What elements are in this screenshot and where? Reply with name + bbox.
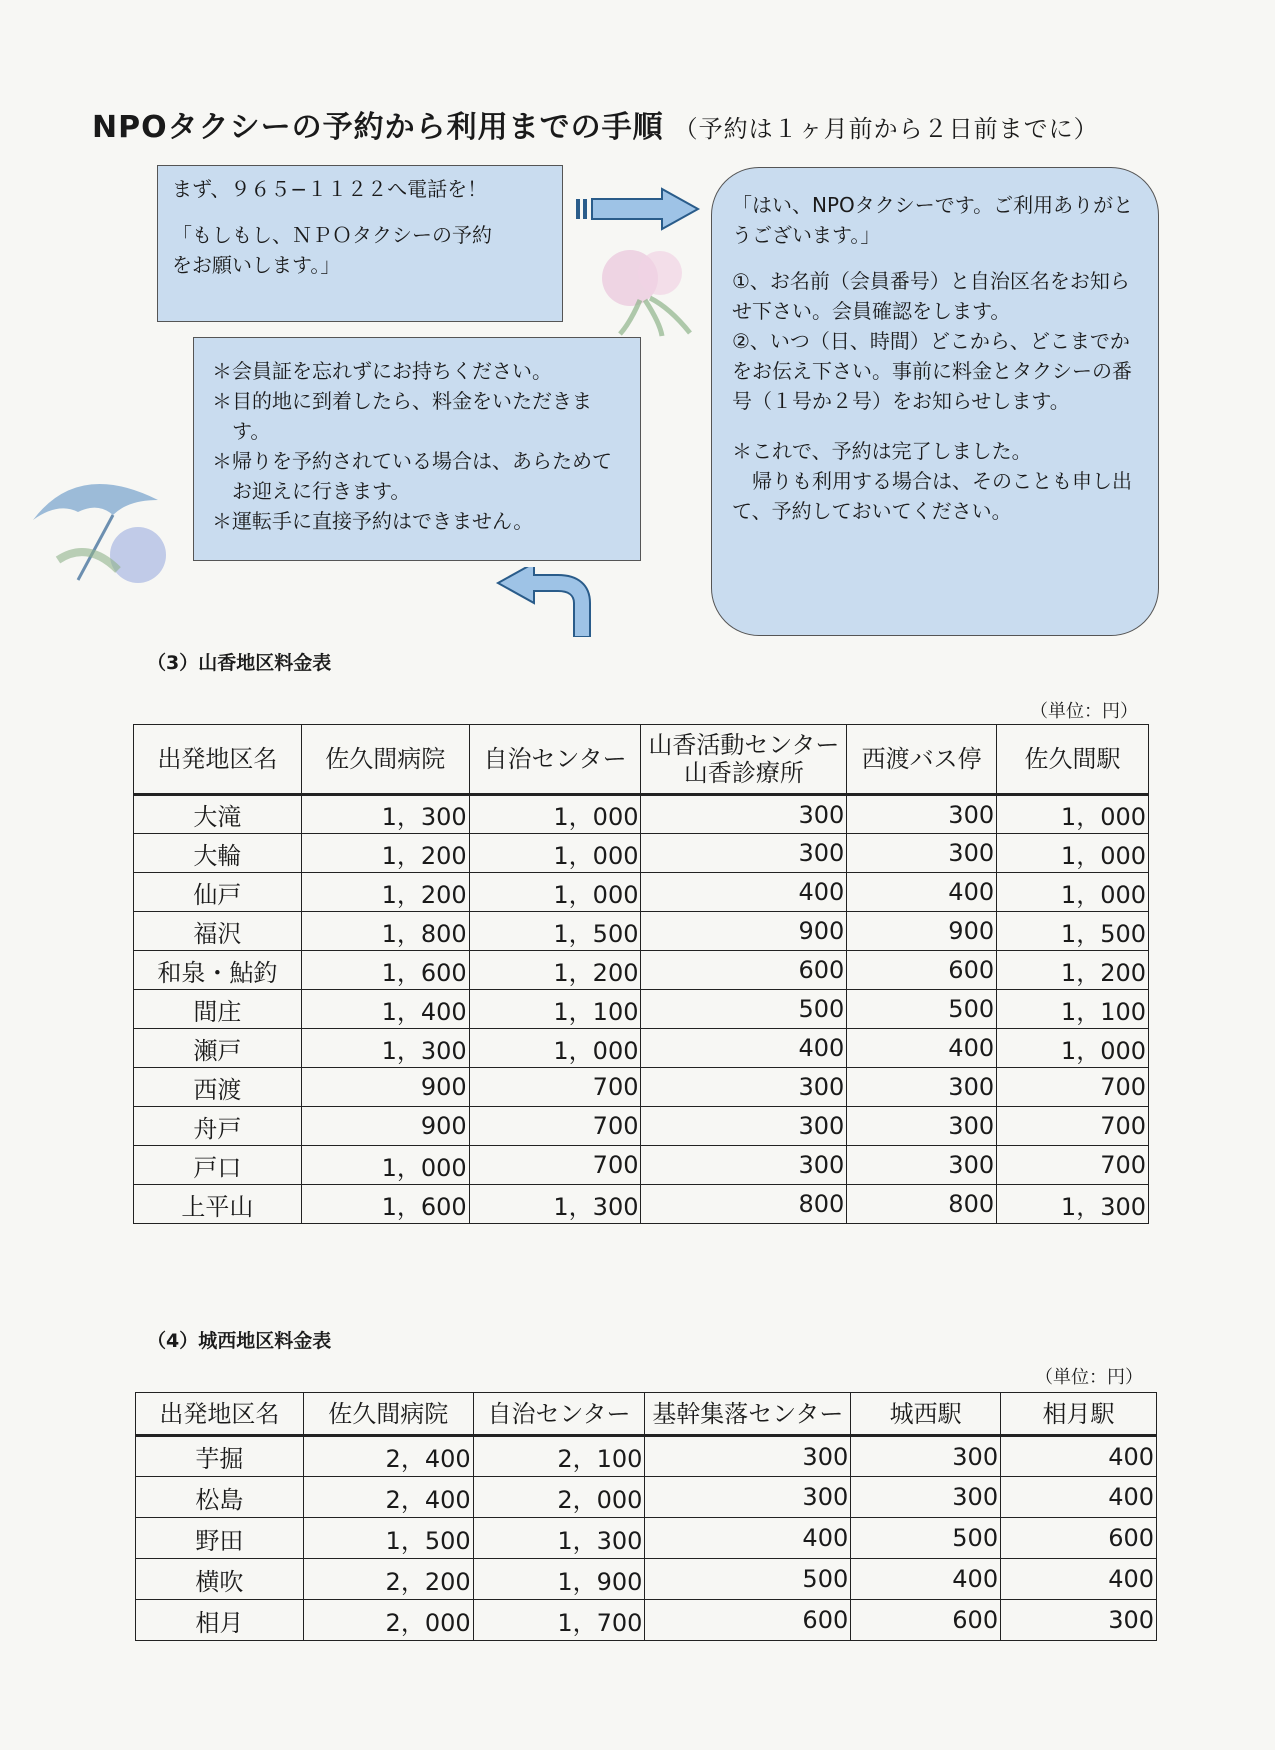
title-subtitle: （予約は１ヶ月前から２日前までに） bbox=[673, 115, 1099, 143]
fare-cell: 2，000 bbox=[473, 1477, 645, 1518]
fare-cell: 900 bbox=[641, 912, 847, 951]
column-header: 佐久間病院 bbox=[303, 1393, 473, 1436]
fare-cell: 300 bbox=[641, 1146, 847, 1185]
fare-cell: 300 bbox=[641, 834, 847, 873]
district-name-cell: 西渡 bbox=[134, 1068, 302, 1107]
fare-cell: 300 bbox=[641, 1068, 847, 1107]
title-main: NPOタクシーの予約から利用までの手順 bbox=[92, 110, 664, 145]
column-header: 自治センター bbox=[469, 725, 641, 795]
fare-cell: 700 bbox=[469, 1107, 641, 1146]
fare-cell: 1，600 bbox=[301, 951, 469, 990]
district-name-cell: 福沢 bbox=[134, 912, 302, 951]
fare-cell: 300 bbox=[851, 1436, 1001, 1477]
district-name-cell: 横吹 bbox=[136, 1559, 304, 1600]
fare-cell: 500 bbox=[847, 990, 997, 1029]
table-row bbox=[134, 1185, 1149, 1224]
fare-cell: 600 bbox=[851, 1600, 1001, 1641]
reply-note-1: ＊これで、予約は完了しました。 bbox=[732, 439, 1032, 463]
fare-cell: 500 bbox=[851, 1518, 1001, 1559]
fare-cell: 1，000 bbox=[997, 795, 1149, 834]
district-name-cell: 芋掘 bbox=[136, 1436, 304, 1477]
page-title bbox=[92, 102, 1099, 146]
fare-cell: 1，200 bbox=[301, 834, 469, 873]
fare-cell: 300 bbox=[847, 1146, 997, 1185]
return-arrow-icon bbox=[494, 567, 614, 637]
fare-table-josai bbox=[135, 1392, 1157, 1641]
district-name-cell: 和泉・鮎釣 bbox=[134, 951, 302, 990]
reply-note-2: 帰りも利用する場合は、そのことも申し出て、予約しておいてください。 bbox=[732, 469, 1132, 523]
column-header: 佐久間病院 bbox=[301, 725, 469, 795]
fare-cell: 700 bbox=[997, 1107, 1149, 1146]
fare-cell: 300 bbox=[851, 1477, 1001, 1518]
column-header: 出発地区名 bbox=[134, 725, 302, 795]
fare-cell: 1，600 bbox=[301, 1185, 469, 1224]
operator-reply-box bbox=[711, 167, 1159, 636]
table-row bbox=[134, 912, 1149, 951]
fare-cell: 1，900 bbox=[473, 1559, 645, 1600]
fare-cell: 300 bbox=[1001, 1600, 1157, 1641]
usage-notes-box bbox=[193, 337, 641, 561]
district-name-cell: 野田 bbox=[136, 1518, 304, 1559]
fare-cell: 1，000 bbox=[997, 1029, 1149, 1068]
reply-greeting: 「はい、NPOタクシーです。ご利用ありがとうございます。」 bbox=[732, 193, 1134, 247]
fare-cell: 1，300 bbox=[469, 1185, 641, 1224]
column-header: 基幹集落センター bbox=[645, 1393, 851, 1436]
section-title-yamaka: （3）山香地区料金表 bbox=[147, 652, 332, 674]
fare-cell: 1，200 bbox=[469, 951, 641, 990]
table-row bbox=[134, 1107, 1149, 1146]
fare-cell: 400 bbox=[847, 873, 997, 912]
table-row bbox=[134, 1068, 1149, 1107]
fare-cell: 400 bbox=[1001, 1436, 1157, 1477]
fare-cell: 300 bbox=[847, 834, 997, 873]
fare-cell: 1，000 bbox=[469, 873, 641, 912]
fare-cell: 400 bbox=[645, 1518, 851, 1559]
district-name-cell: 大輪 bbox=[134, 834, 302, 873]
fare-cell: 300 bbox=[847, 795, 997, 834]
reply-step-2: ②、いつ（日、時間）どこから、どこまでかをお伝え下さい。事前に料金とタクシーの番号（１号か２号）をお知らせします。 bbox=[732, 329, 1132, 413]
fare-cell: 600 bbox=[847, 951, 997, 990]
column-header: 相月駅 bbox=[1001, 1393, 1157, 1436]
fare-cell: 2，100 bbox=[473, 1436, 645, 1477]
section-title-josai: （4）城西地区料金表 bbox=[147, 1330, 332, 1352]
note-item: ＊会員証を忘れずにお持ちください。 bbox=[212, 359, 552, 383]
note-item: ＊帰りを予約されている場合は、あらためてお迎えに行きます。 bbox=[212, 449, 612, 503]
fare-cell: 800 bbox=[641, 1185, 847, 1224]
district-name-cell: 仙戸 bbox=[134, 873, 302, 912]
call-line-2: 「もしもし、ＮＰＯタクシーの予約 bbox=[172, 223, 492, 247]
fare-cell: 400 bbox=[851, 1559, 1001, 1600]
table-row bbox=[136, 1559, 1157, 1600]
fare-cell: 500 bbox=[645, 1559, 851, 1600]
fare-cell: 1，300 bbox=[301, 795, 469, 834]
column-header: 城西駅 bbox=[851, 1393, 1001, 1436]
fare-cell: 400 bbox=[1001, 1477, 1157, 1518]
fare-cell: 800 bbox=[847, 1185, 997, 1224]
hydrangea-illustration-icon bbox=[590, 238, 710, 338]
fare-cell: 1，500 bbox=[469, 912, 641, 951]
column-header-line: 山香活動センター bbox=[648, 731, 840, 759]
note-item: ＊運転手に直接予約はできません。 bbox=[212, 509, 534, 533]
table-header-row bbox=[134, 725, 1149, 795]
fare-cell: 700 bbox=[469, 1068, 641, 1107]
column-header bbox=[641, 725, 847, 795]
fare-cell: 1，200 bbox=[997, 951, 1149, 990]
table-header-row bbox=[136, 1393, 1157, 1436]
table-row bbox=[134, 795, 1149, 834]
fare-cell: 1，000 bbox=[301, 1146, 469, 1185]
fare-cell: 2，000 bbox=[303, 1600, 473, 1641]
fare-cell: 400 bbox=[1001, 1559, 1157, 1600]
table-row bbox=[134, 834, 1149, 873]
district-name-cell: 相月 bbox=[136, 1600, 304, 1641]
table-row bbox=[134, 951, 1149, 990]
table-row bbox=[134, 1029, 1149, 1068]
fare-cell: 300 bbox=[847, 1107, 997, 1146]
fare-cell: 1，200 bbox=[301, 873, 469, 912]
fare-cell: 600 bbox=[645, 1600, 851, 1641]
fare-cell: 900 bbox=[301, 1068, 469, 1107]
fare-cell: 1，100 bbox=[469, 990, 641, 1029]
column-header-line: 山香診療所 bbox=[683, 759, 804, 787]
fare-cell: 700 bbox=[997, 1068, 1149, 1107]
fare-cell: 700 bbox=[469, 1146, 641, 1185]
fare-cell: 400 bbox=[641, 873, 847, 912]
call-instruction-box bbox=[157, 165, 563, 322]
table-row bbox=[136, 1477, 1157, 1518]
fare-cell: 400 bbox=[847, 1029, 997, 1068]
fare-cell: 300 bbox=[641, 1107, 847, 1146]
fare-cell: 1，500 bbox=[997, 912, 1149, 951]
fare-cell: 1，700 bbox=[473, 1600, 645, 1641]
fare-cell: 900 bbox=[301, 1107, 469, 1146]
fare-cell: 300 bbox=[641, 795, 847, 834]
call-line-3: をお願いします。」 bbox=[172, 253, 341, 277]
fare-cell: 900 bbox=[847, 912, 997, 951]
note-item: ＊目的地に到着したら、料金をいただきます。 bbox=[212, 389, 592, 443]
fare-cell: 1，500 bbox=[303, 1518, 473, 1559]
table-row bbox=[134, 1146, 1149, 1185]
table-row bbox=[136, 1436, 1157, 1477]
fare-cell: 1，300 bbox=[473, 1518, 645, 1559]
column-header: 佐久間駅 bbox=[997, 725, 1149, 795]
unit-label-josai: （単位：円） bbox=[1035, 1367, 1143, 1388]
district-name-cell: 瀬戸 bbox=[134, 1029, 302, 1068]
fare-cell: 1，000 bbox=[469, 795, 641, 834]
arrow-right-icon bbox=[574, 187, 704, 231]
fare-cell: 1，000 bbox=[469, 1029, 641, 1068]
column-header: 出発地区名 bbox=[136, 1393, 304, 1436]
fare-cell: 1，000 bbox=[997, 873, 1149, 912]
unit-label-yamaka: （単位：円） bbox=[1030, 701, 1138, 722]
fare-cell: 1，000 bbox=[469, 834, 641, 873]
fare-cell: 2，400 bbox=[303, 1436, 473, 1477]
fare-cell: 1，300 bbox=[301, 1029, 469, 1068]
call-line-1: まず、９６５−１１２２へ電話を！ bbox=[172, 177, 488, 201]
table-row bbox=[134, 873, 1149, 912]
fare-cell: 1，800 bbox=[301, 912, 469, 951]
reply-step-1: ①、お名前（会員番号）と自治区名をお知らせ下さい。会員確認をします。 bbox=[732, 269, 1130, 323]
column-header: 自治センター bbox=[473, 1393, 645, 1436]
district-name-cell: 戸口 bbox=[134, 1146, 302, 1185]
fare-table-yamaka bbox=[133, 724, 1149, 1224]
table-row bbox=[136, 1518, 1157, 1559]
fare-cell: 300 bbox=[645, 1436, 851, 1477]
fare-cell: 300 bbox=[847, 1068, 997, 1107]
district-name-cell: 上平山 bbox=[134, 1185, 302, 1224]
fare-cell: 500 bbox=[641, 990, 847, 1029]
district-name-cell: 松島 bbox=[136, 1477, 304, 1518]
table-row bbox=[134, 990, 1149, 1029]
fare-cell: 1，000 bbox=[997, 834, 1149, 873]
umbrella-illustration-icon bbox=[18, 440, 178, 600]
fare-cell: 2，400 bbox=[303, 1477, 473, 1518]
column-header: 西渡バス停 bbox=[847, 725, 997, 795]
fare-cell: 1，400 bbox=[301, 990, 469, 1029]
fare-cell: 1，100 bbox=[997, 990, 1149, 1029]
fare-cell: 1，300 bbox=[997, 1185, 1149, 1224]
district-name-cell: 舟戸 bbox=[134, 1107, 302, 1146]
fare-cell: 700 bbox=[997, 1146, 1149, 1185]
fare-cell: 600 bbox=[641, 951, 847, 990]
district-name-cell: 大滝 bbox=[134, 795, 302, 834]
fare-cell: 2，200 bbox=[303, 1559, 473, 1600]
fare-cell: 300 bbox=[645, 1477, 851, 1518]
table-row bbox=[136, 1600, 1157, 1641]
fare-cell: 400 bbox=[641, 1029, 847, 1068]
fare-cell: 600 bbox=[1001, 1518, 1157, 1559]
district-name-cell: 間庄 bbox=[134, 990, 302, 1029]
